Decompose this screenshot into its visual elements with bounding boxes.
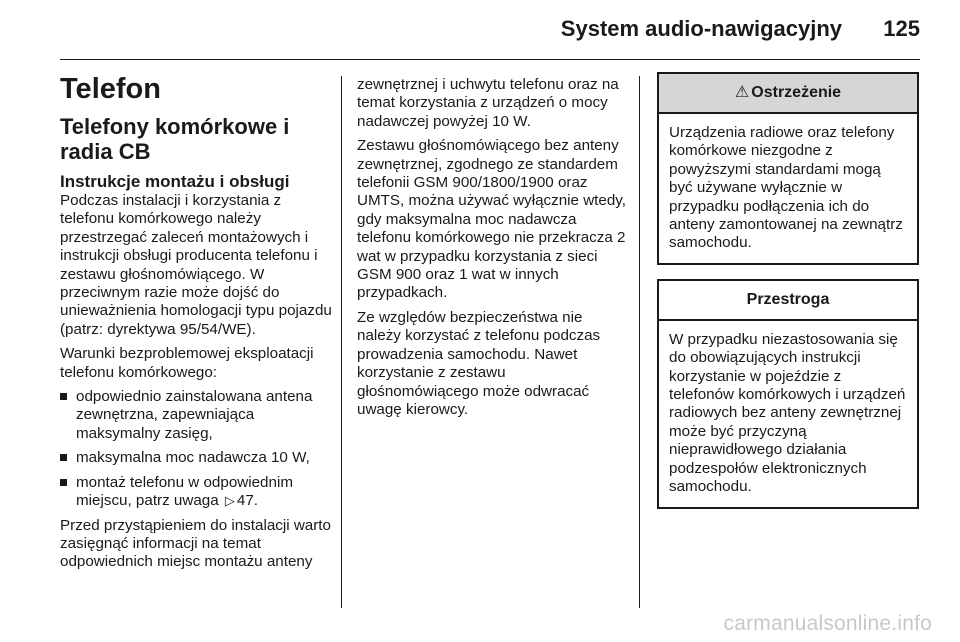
paragraph: Zestawu głośnomówiącego bez anteny zewnętrznej, zgodnego ze standardem telefonii GSM 900/1800/1900 oraz UMTS, można używać wyłącznie wtedy, gdy maksymalna moc nadawcza telefonu komórkowego nie przekracza 2 wat w przypadku korzystania z sieci GSM 900 oraz 1 wat w innych przypadkach.	[357, 137, 626, 302]
chapter-title: Telefon	[60, 73, 161, 105]
paragraph: Podczas instalacji i korzystania z telefonu komórkowego należy przestrzegać zaleceń montażowych i instrukcji obsługi producenta telefonu i zestawu głośnomówiącego. W przeciwnym razie może dojść do unieważnienia homologacji typu pojazdu (patrz: dyrektywa 95/54/WE).	[60, 192, 332, 338]
paragraph: zewnętrznej i uchwytu telefonu oraz na temat korzystania z urządzeń o mocy nadawczej powyżej 10 W.	[357, 76, 619, 130]
section-subtitle: Telefony komórkowe i radia CB	[60, 114, 290, 164]
paragraph: Ze względów bezpieczeństwa nie należy korzystać z telefonu podczas prowadzenia samochodu. Nawet korzystanie z zestawu głośnomówiącego może odwracać uwagę kierowcy.	[357, 308, 601, 418]
caution-header	[659, 281, 917, 321]
column-divider-2	[639, 76, 640, 608]
page-reference-link[interactable]: 47.	[236, 492, 259, 510]
warning-triangle-icon: ⚠	[734, 84, 750, 101]
list-item: maksymalna moc nadawcza 10 W,	[60, 449, 332, 467]
caution-body: W przypadku niezastosowania się do obowiązujących instrukcji korzystanie w pojeździe z telefonów komórkowych i urządzeń radiowych bez anteny zewnętrznej może być przyczyną nieprawidłowego działania podzespołów elektronicznych samochodu.	[669, 330, 906, 496]
column-2	[357, 76, 629, 425]
watermark: carmanualsonline.info	[723, 612, 932, 635]
column-1	[60, 72, 332, 578]
caution-box	[657, 279, 919, 509]
warning-box	[657, 72, 919, 265]
page-number: 125	[883, 16, 920, 41]
warning-header	[659, 74, 917, 114]
page-reference-arrow-icon: ▷	[224, 493, 235, 509]
caution-title: Przestroga	[746, 290, 830, 308]
list-item: montaż telefonu w odpowiednim miejscu, patrz uwaga ▷ 47.	[60, 474, 332, 511]
paragraph: Warunki bezproblemowej eksploatacji telefonu komórkowego:	[60, 345, 314, 381]
section-title: System audio-nawigacyjny	[560, 16, 842, 41]
page-header	[0, 0, 960, 58]
header-divider	[60, 59, 920, 60]
column-3	[657, 72, 919, 523]
section-heading: Instrukcje montażu i obsługi	[60, 172, 290, 191]
warning-title: Ostrzeżenie	[751, 84, 842, 101]
bullet-square-icon	[60, 454, 67, 461]
requirements-list	[60, 388, 332, 510]
paragraph: Przed przystąpieniem do instalacji warto zasięgnąć informacji na temat odpowiednich miejsc montażu anteny	[60, 516, 331, 571]
bullet-square-icon	[60, 479, 67, 486]
warning-body: Urządzenia radiowe oraz telefony komórkowe niezgodne z powyższymi standardami mogą być używane wyłącznie w przypadku podłączenia ich do anteny zamontowanej na zewnątrz samochodu.	[669, 124, 903, 252]
list-item: odpowiednio zainstalowana antena zewnętrzna, zapewniająca maksymalny zasięg,	[60, 388, 332, 443]
bullet-square-icon	[60, 393, 67, 400]
column-divider-1	[341, 76, 342, 608]
